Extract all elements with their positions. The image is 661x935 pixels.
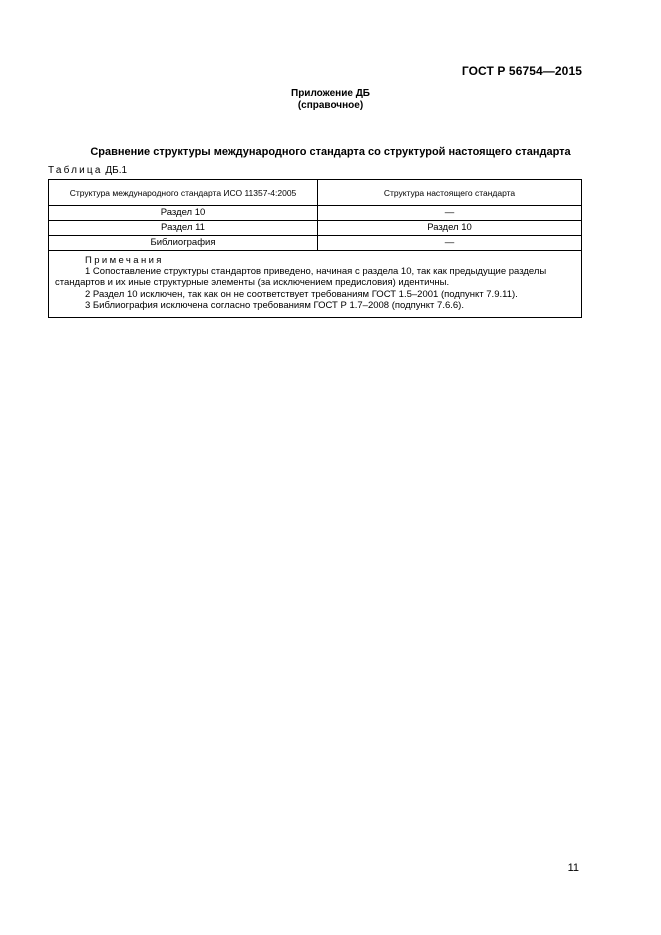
- table-cell: —: [318, 236, 582, 251]
- table-caption: [48, 165, 127, 176]
- annex-subtitle: (справочное): [297, 100, 364, 111]
- table-notes-row: [49, 251, 582, 318]
- table-caption-id: ДБ.1: [105, 165, 128, 176]
- table-cell: Раздел 10: [49, 206, 318, 221]
- note-item: 1 Сопоставление структуры стандартов приведено, начиная с раздела 10, так как предыдущие разделы стандартов и их иные структурные элементы (за исключением предисловия) идентичны.: [55, 266, 547, 289]
- table-caption-label: Таблица: [48, 165, 103, 176]
- document-code: ГОСТ Р 56754—2015: [461, 64, 582, 78]
- table-cell: Раздел 10: [318, 221, 582, 236]
- table-row: [49, 206, 582, 221]
- note-item: 3 Библиография исключена согласно требованиям ГОСТ Р 1.7–2008 (подпункт 7.6.6).: [85, 299, 464, 311]
- table-row: [49, 236, 582, 251]
- table-cell: Библиография: [49, 236, 318, 251]
- table-row: [49, 221, 582, 236]
- table-header-cell: Структура международного стандарта ИСО 11357-4:2005: [49, 180, 318, 206]
- note-item: 2 Раздел 10 исключен, так как он не соответствует требованиям ГОСТ 1.5–2001 (подпункт 7.9.11).: [85, 288, 518, 300]
- table-header-row: [49, 180, 582, 206]
- table-cell: Раздел 11: [49, 221, 318, 236]
- annex-title-block: [0, 88, 661, 112]
- table-header-cell: Структура настоящего стандарта: [318, 180, 582, 206]
- notes-title: Примечания: [85, 255, 164, 266]
- table-notes-cell: [49, 251, 582, 318]
- annex-title: Приложение ДБ: [291, 88, 370, 99]
- page-number: 11: [567, 862, 579, 874]
- section-heading: Сравнение структуры международного стандарта со структурой настоящего стандарта: [90, 146, 571, 158]
- table-cell: —: [318, 206, 582, 221]
- comparison-table: [48, 179, 582, 318]
